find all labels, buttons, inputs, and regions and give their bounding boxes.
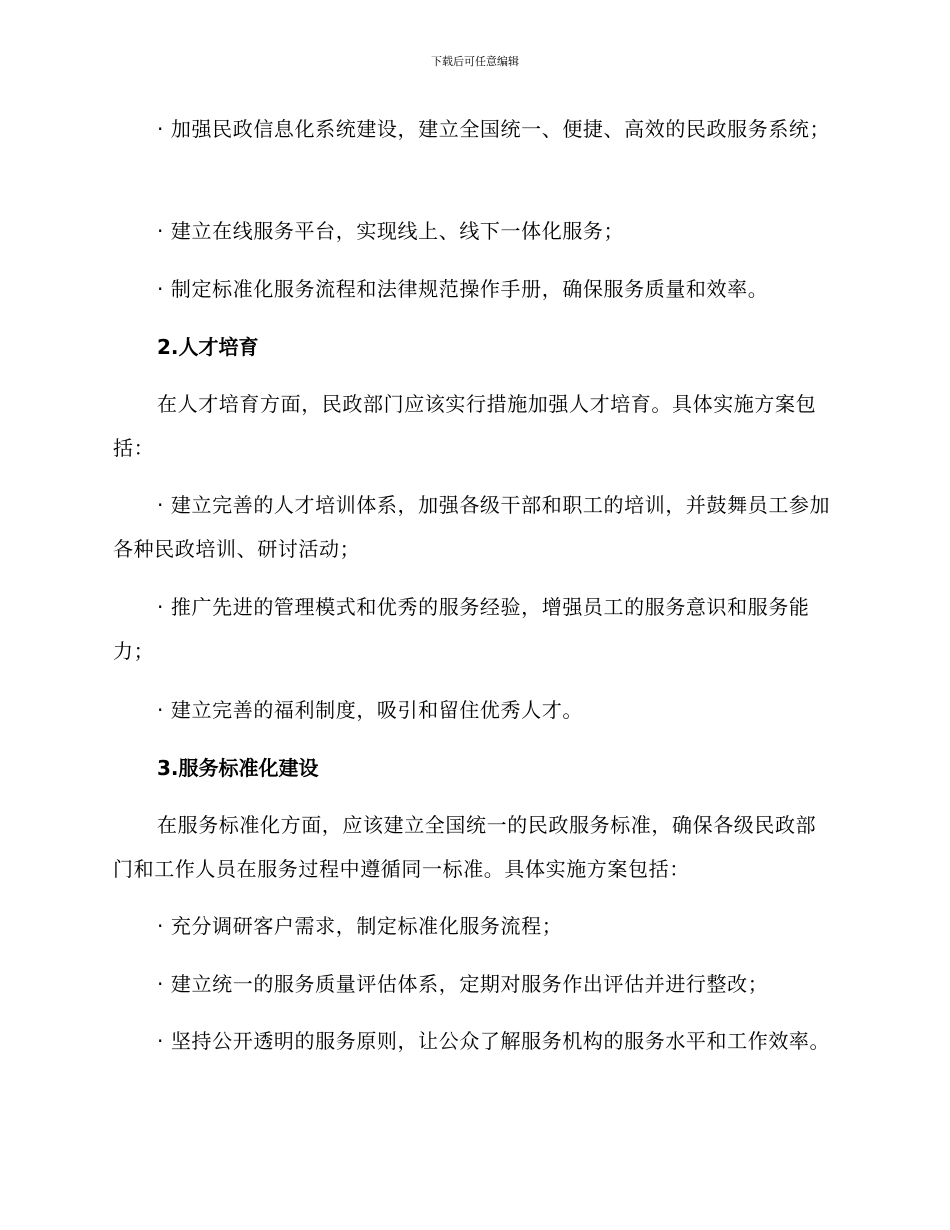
bullet-item: · 建立完善的福利制度，吸引和留住优秀人才。 [157,698,583,722]
paragraph: 在服务标准化方面，应该建立全国统一的民政服务标准，确保各级民政部门和工作人员在服务过程中遵循同一标准。具体实施方案包括： [113,813,817,881]
bullet-item: · 推广先进的管理模式和优秀的服务经验，增强员工的服务意识和服务能力； [113,595,810,663]
page-header: 下载后可任意编辑 [431,55,519,68]
section-heading: 3.服务标准化建设 [157,756,319,780]
section-heading: 2.人才培育 [157,335,259,359]
bullet-item: · 建立统一的服务质量评估体系，定期对服务作出评估并进行整改； [157,972,769,996]
bullet-item: · 加强民政信息化系统建设，建立全国统一、便捷、高效的民政服务系统； [157,117,831,141]
bullet-item: · 建立完善的人才培训体系，加强各级干部和职工的培训，并鼓舞员工参加各种民政培训、研讨活动； [113,493,831,561]
bullet-item: · 充分调研客户需求，制定标准化服务流程； [157,914,563,938]
bullet-item: · 制定标准化服务流程和法律规范操作手册，确保服务质量和效率。 [157,277,769,301]
bullet-item: · 建立在线服务平台，实现线上、线下一体化服务； [157,219,625,243]
paragraph: 在人才培育方面，民政部门应该实行措施加强人才培育。具体实施方案包括： [113,392,817,460]
bullet-item: · 坚持公开透明的服务原则，让公众了解服务机构的服务水平和工作效率。 [157,1029,831,1053]
